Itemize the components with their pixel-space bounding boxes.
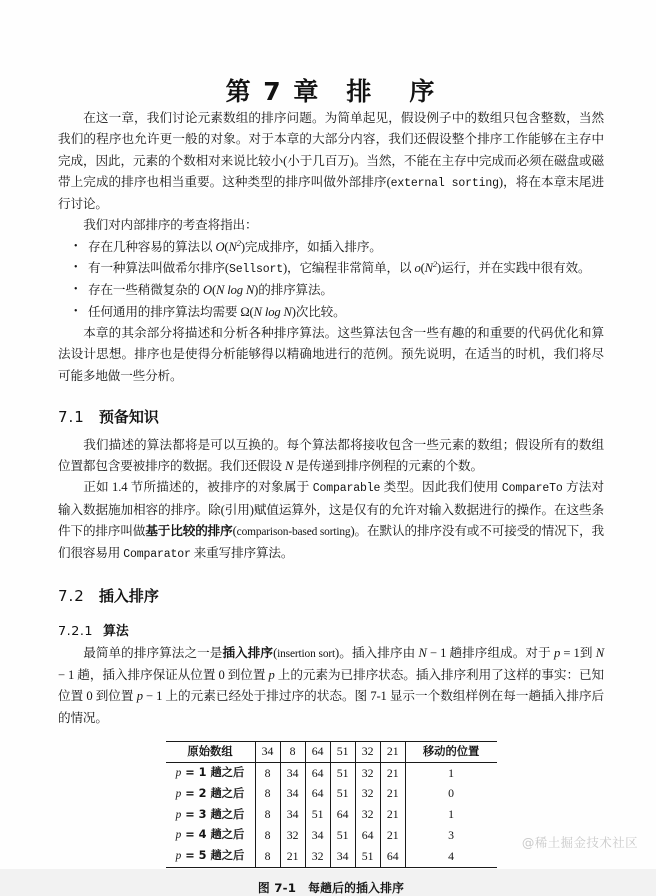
table-cell: 34 <box>280 762 305 783</box>
bullet-1-pre: 有一种算法叫做希尔排序 <box>88 261 225 276</box>
s71-p2-code2: CompareTo <box>501 482 563 496</box>
subsection-heading-7-2-1 <box>58 620 604 639</box>
intro-bullet-list <box>58 237 604 323</box>
intro-paragraph-1: 在这一章，我们讨论元素数组的排序问题。为简单起见，假设例子中的数组只包含整数，当然我们的程序也允许更一般的对象。对于本章的大部分内容，我们还假设整个排序工作能够在主存中完成，因此，元素的个数相对来说比较小(小于几百万)。当然，不能在主存中完成而必须在磁盘或磁带上完成的排序也相当重要。这种类型的排序叫做外部排序(external sorting)，将在本章末尾进行讨论。 <box>58 111 604 212</box>
table-cell: 32 <box>355 783 380 804</box>
s71-p1-math: N <box>285 459 294 474</box>
bullet-2-pre: 存在一些稍微复杂的 <box>88 283 203 298</box>
table-cell-moved: 4 <box>405 846 496 867</box>
s71-p2-a: 正如 1.4 节所描述的，被排序的对象属于 <box>83 480 313 495</box>
table-cell: 32 <box>355 762 380 783</box>
s72-p1-g: − 1 上的元素已经处于排过序的状态。图 7-1 显示一个数组样例在每一趟插入排序后的情况。 <box>58 689 604 725</box>
row-label-math: p <box>175 829 182 842</box>
s71-p2-bold: 基于比较的排序 <box>145 524 233 539</box>
table-cell: 51 <box>355 846 380 867</box>
intro-para1-text-a: 在这一章，我们讨论元素数组的排序问题。为简单起见，假设例子中的数组只包含整数，当然我们的程序也允许更一般的对象。对于本章的大部分内容，我们还假设整个排序工作能够在主存中完成，因此，元素的个数相对来说比较小(小于几百万)。当然，不能在主存中完成而必须在磁盘或磁带上完成的排序也相当重要。这种类型的排序叫做外部排序 <box>58 111 604 189</box>
table-cell: 21 <box>380 783 405 804</box>
intro-paragraph-3: 本章的其余部分将描述和分析各种排序算法。这些算法包含一些有趣的和重要的代码优化和算法设计思想。排序也是使得分析能够得以精确地进行的范例。预先说明，在适当的时机，我们将尽可能多地做一些分析。 <box>58 325 604 383</box>
section-heading-7-1 <box>58 406 604 427</box>
table-cell: 34 <box>280 783 305 804</box>
table-cell: 34 <box>280 804 305 825</box>
table-cell: 64 <box>305 741 330 762</box>
table-cell: 8 <box>255 846 280 867</box>
table-cell: 8 <box>255 783 280 804</box>
chapter-title-main-1: 排 <box>346 77 374 106</box>
row-label-text: = 5 趟之后 <box>181 849 245 863</box>
table-cell: 8 <box>280 741 305 762</box>
bullet-2-arg: N log N <box>216 283 255 298</box>
table-cell: 34 <box>330 846 355 867</box>
table-cell: 8 <box>255 762 280 783</box>
table-cell: 64 <box>380 846 405 867</box>
insertion-sort-table <box>166 741 497 868</box>
table-cell: 32 <box>355 804 380 825</box>
table-cell: 21 <box>380 804 405 825</box>
table-row-label <box>166 804 256 825</box>
bullet-1-mid: ，它编程非常简单，以 <box>287 261 415 276</box>
table-cell: 34 <box>305 825 330 846</box>
table-cell: 51 <box>330 741 355 762</box>
row-label-text: = 3 趟之后 <box>181 807 245 821</box>
table-header-right: 移动的位置 <box>405 741 496 762</box>
table-row-label <box>166 783 256 804</box>
bullet-1-fn: o <box>414 261 421 276</box>
section71-paragraph-1 <box>58 435 604 478</box>
bullet-1-code: Sellsort <box>228 263 283 277</box>
section-heading-7-2 <box>58 585 604 606</box>
table-cell: 21 <box>380 741 405 762</box>
s72-p1-m4: p <box>268 667 275 682</box>
table-cell: 51 <box>330 783 355 804</box>
table-cell: 32 <box>305 846 330 867</box>
row-label-text: = 2 趟之后 <box>181 786 245 800</box>
row-label-math: p <box>175 787 182 800</box>
table-row-label <box>166 762 256 783</box>
table-row <box>166 846 497 867</box>
s72-p1-e: − 1 趟，插入排序保证从位置 0 到位置 <box>58 667 269 682</box>
section-number: 7.1 <box>58 407 85 426</box>
intro-paragraph-2: 我们对内部排序的考查将指出： <box>83 218 258 233</box>
table-cell: 32 <box>280 825 305 846</box>
table-cell: 51 <box>305 804 330 825</box>
table-cell: 8 <box>255 825 280 846</box>
s72-p1-m2: p <box>553 645 561 660</box>
table-row-label <box>166 846 256 867</box>
page-content-column <box>58 0 604 895</box>
section71-paragraph-2: 正如 1.4 节所描述的，被排序的对象属于 Comparable 类型。因此我们使用 CompareTo 方法对输入数据施加相容的排序。除(引用)赋值运算外，这是仅有的允许对输入数据进行的操作。在这些条件下的排序叫做基于比较的排序(comparison-based sorting)。在默认的排序没有或不可接受的情况下，我们很容易用 Comparator 来重写排序算法。 <box>58 480 604 562</box>
subsection-number: 7.2.1 <box>58 623 94 639</box>
figure-caption-text: 每趟后的插入排序 <box>308 880 405 895</box>
subsection-title: 算法 <box>103 623 129 639</box>
watermark: @稀土掘金技术社区 <box>521 835 638 850</box>
section72-paragraph-1: 最简单的排序算法之一是插入排序(insertion sort)。插入排序由 N − 1 趟排序组成。对于 p = 1到 N − 1 趟，插入排序保证从位置 0 到位置 p 上的元素为已排序状态。插入排序利用了这样的事实：已知位置 0 到位置 p − 1 上的元素已经处于排过序的状态。图 7-1 显示一个数组样例在每一趟插入排序后的情况。 <box>58 645 604 725</box>
s71-p2-c: 方法对输入数据施加相容的排序。除(引用)赋值运算外，这是仅有的允许对输入数据进行的操作。在这些条件下的排序叫做 <box>58 480 604 539</box>
bullet-1-sup: 2 <box>432 258 438 269</box>
table-row <box>166 741 497 762</box>
s72-p1-c: − 1 趟排序组成。对于 <box>426 645 554 660</box>
section-number: 7.2 <box>58 586 85 605</box>
chapter-title-main-2: 序 <box>409 77 437 106</box>
table-cell: 64 <box>355 825 380 846</box>
table-cell: 51 <box>330 825 355 846</box>
s72-p1-bold: 插入排序 <box>222 645 274 660</box>
s72-p1-code: insertion sort <box>277 647 336 660</box>
section-title: 插入排序 <box>98 586 159 605</box>
table-cell: 34 <box>255 741 280 762</box>
bullet-2-post: 的排序算法。 <box>258 283 333 298</box>
bullet-0-pre: 存在几种容易的算法以 <box>88 239 216 254</box>
table-row <box>166 804 497 825</box>
bullet-0-sup: 2 <box>236 237 241 248</box>
table-row-label <box>166 825 256 846</box>
chapter-title-prefix: 第 7 章 <box>225 77 321 106</box>
bullet-1-arg: N <box>424 261 433 276</box>
s72-p1-d: = 1到 <box>560 645 596 660</box>
s72-p1-f: 上的元素为已排序状态。插入排序利用了这样的事实：已知位置 0 到位置 <box>58 667 604 704</box>
bullet-3-post: 次比较。 <box>295 304 346 319</box>
row-label-math: p <box>175 850 182 863</box>
intro-para1-code: external sorting <box>390 176 499 190</box>
bullet-0-fn: O <box>215 239 225 254</box>
table-row <box>166 783 497 804</box>
table-cell: 21 <box>380 825 405 846</box>
bullet-0-post: 完成排序，如插入排序。 <box>244 239 382 254</box>
list-item: • 任何通用的排序算法均需要 Ω(N log N)次比较。 <box>58 302 604 323</box>
figure-caption <box>258 879 404 896</box>
s72-p1-m1: N <box>418 645 427 660</box>
bullet-3-fn: Ω <box>240 304 250 319</box>
row-label-text: = 1 趟之后 <box>181 766 245 779</box>
figure-7-1 <box>58 741 604 896</box>
row-label-math: p <box>175 767 182 779</box>
s71-p2-b: 类型。因此我们使用 <box>380 480 502 495</box>
list-item: • 存在几种容易的算法以 $O(N^2)$完成排序，如插入排序。 <box>58 237 604 258</box>
row-label-math: p <box>175 808 182 821</box>
s72-p1-b: 。插入排序由 <box>339 645 419 660</box>
bullet-3-pre: 任何通用的排序算法均需要 <box>88 304 241 319</box>
s71-p2-d: 。在默认的排序没有或不可接受的情况下，我们很容易用 <box>58 524 604 561</box>
table-header-left: 原始数组 <box>166 741 256 762</box>
section-title: 预备知识 <box>98 407 159 426</box>
table-cell: 21 <box>280 846 305 867</box>
table-row <box>166 762 497 783</box>
row-label-text: = 4 趟之后 <box>181 828 245 842</box>
figure-caption-number: 图 7-1 <box>257 880 297 895</box>
s71-p1-b: 是传递到排序例程的元素的个数。 <box>293 459 483 474</box>
s71-p2-e: 来重写排序算法。 <box>190 546 294 561</box>
s71-p2-code4: Comparator <box>123 548 191 562</box>
s71-p1-a: 我们描述的算法都将是可以互换的。每个算法都将接收包含一些元素的数组；假设所有的数组位置都包含要被排序的数据。我们还假设 <box>58 437 604 474</box>
list-item: • 有一种算法叫做希尔排序(Sellsort)，它编程非常简单，以 $o(N^2)$运行，并在实践中很有效。 <box>58 258 604 280</box>
table-cell-moved: 0 <box>448 786 455 801</box>
s71-p2-code1: Comparable <box>312 482 381 496</box>
table-cell: 51 <box>330 762 355 783</box>
bullet-0-arg: N <box>228 239 237 254</box>
table-cell: 21 <box>380 762 405 783</box>
table-cell: 64 <box>305 783 330 804</box>
s72-p1-a: 最简单的排序算法之一是 <box>83 645 223 660</box>
table-cell: 64 <box>330 804 355 825</box>
chapter-title <box>58 0 604 108</box>
s72-p1-m3: N <box>595 645 604 660</box>
table-cell-moved: 3 <box>448 827 455 842</box>
bullet-1-post: 运行，并在实践中很有效。 <box>441 261 591 276</box>
bullet-2-fn: O <box>203 283 212 298</box>
s72-p1-m5: p <box>136 689 143 704</box>
table-cell-moved: 1 <box>448 765 455 780</box>
table-cell: 8 <box>255 804 280 825</box>
bullet-3-arg: N log N <box>253 304 292 319</box>
list-item: • 存在一些稍微复杂的 O(N log N)的排序算法。 <box>58 280 604 301</box>
table-cell: 64 <box>305 762 330 783</box>
table-cell: 32 <box>355 741 380 762</box>
intro-para1-text-b: ，将在本章末尾进行讨论。 <box>58 174 604 212</box>
s71-p2-code3: comparison-based sorting <box>236 526 351 539</box>
table-cell-moved: 1 <box>448 807 455 822</box>
table-row <box>166 825 497 846</box>
